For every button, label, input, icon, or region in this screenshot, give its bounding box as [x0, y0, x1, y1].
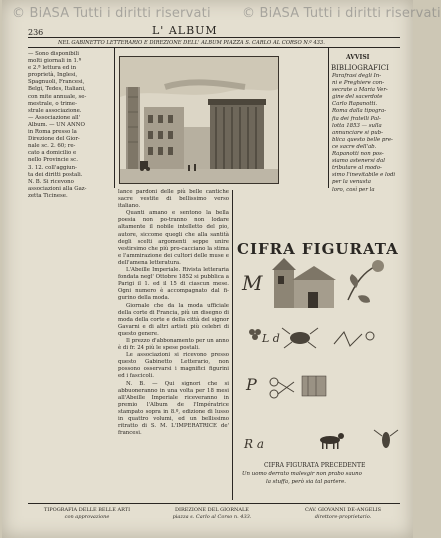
review-line: Parafrasi degli In-	[332, 73, 382, 79]
notice-line: — Associazione all'	[28, 114, 81, 121]
notice-line: associazioni alla Gaz-	[28, 185, 87, 192]
crab-icon	[282, 328, 318, 348]
notice-line: Spagnuoli, Francesi,	[28, 79, 85, 86]
street-scene-engraving	[119, 56, 279, 184]
header-rule-bottom	[28, 47, 400, 48]
rebus-puzzle	[238, 252, 402, 462]
left-column-notices	[28, 51, 112, 200]
notice-line: 3. 12. coll'aggiun-	[28, 164, 77, 171]
rebus-letter-row3: P	[246, 375, 257, 394]
notice-line: N. B. Si ricevono	[28, 178, 74, 185]
watermark-right: © BiASA Tutti i diritti riservati	[242, 6, 441, 21]
column-rule-right	[328, 48, 329, 188]
review-line: per la venusta	[332, 179, 371, 186]
footer-direction-address: piazza s. Carlo al Corso n. 433.	[172, 513, 252, 520]
review-line: siamo astenersi dal	[332, 158, 385, 165]
music-notes-icon	[334, 332, 362, 346]
notice-line: nale sc. 2. 60; re-	[28, 143, 76, 150]
article-paragraph: Il prezzo d'abbonamento per un anno è di fr. 24 più le spese postali.	[118, 337, 229, 352]
rebus-letter-row2: L d	[262, 332, 280, 345]
notice-line: zetta Ticinese.	[28, 192, 68, 199]
review-line: gine del sacerdote	[332, 94, 383, 101]
review-line: ce sacre dell'ab.	[332, 143, 377, 150]
previous-solution-line2: la stuffa, però sia tal partere.	[266, 479, 347, 485]
footer-printer-name: TIPOGRAFIA DELLE BELLE ARTI	[43, 507, 131, 513]
review-line: Roma dalla tipogra-	[332, 108, 387, 115]
notice-line: — Sono disponibili	[28, 51, 79, 57]
bibliografici-heading: BIBLIOGRAFICI	[331, 64, 389, 72]
footer-direction-title: DIREZIONE DEL GIORNALE	[175, 507, 249, 513]
review-line: tributare al modo-	[332, 165, 382, 172]
notice-line: strale associazione.	[28, 107, 82, 114]
review-line: simo l'inevitabile e lodi	[332, 172, 396, 179]
scissors-icon	[270, 378, 294, 398]
article-paragraph: Giornale che da la moda ufficiale della corte di Francia, più un disegno di moda della corte e della città del signor Gavarni e di altri artisti più celebri di questo genere.	[118, 302, 229, 337]
cifra-figurata-title: CIFRA FIGURATA	[237, 240, 399, 258]
right-column-review	[332, 73, 404, 194]
review-line: Carlo Rapanotti.	[332, 101, 378, 108]
watermark-left: © BiASA Tutti i diritti riservati	[12, 6, 211, 21]
article-paragraph: L'Abeille Imperiale. Rivista letteraria fondata negl' Ottobre 1852 si pubblica a Parigi il 1. ed il 15 di ciascun mese. Ogni numero è accompagnato dal fi-gurino della moda.	[118, 267, 229, 302]
column-rule-middle	[232, 190, 233, 500]
notice-line: cato a domicilio e	[28, 150, 77, 157]
insect-icon	[374, 430, 398, 448]
notice-line: Album. — UN ANNO	[28, 121, 85, 128]
notice-line: Direzione del Gior-	[28, 136, 80, 143]
newspaper-page	[2, 0, 441, 538]
notice-line: e 2.ª lettura ed in	[28, 65, 77, 72]
column-rule-left	[114, 48, 115, 188]
previous-puzzle-label: CIFRA FIGURATA PRECEDENTE	[264, 462, 366, 469]
review-line: fia dei fratelli Pal-	[332, 115, 381, 122]
rebus-letter-row1: M	[242, 271, 263, 295]
notice-line: mestrale, o trime-	[28, 100, 77, 107]
header-rule-top	[28, 37, 400, 38]
notice-line: proprietà, Inglesi,	[28, 72, 78, 79]
rebus-letter-row4: R a	[244, 437, 265, 451]
review-line: loro, così per la	[332, 186, 375, 193]
review-line: blica questo belle pre-	[332, 136, 393, 143]
footer-direction	[152, 507, 272, 520]
header-subtitle: NEL GABINETTO LETTERARIO E DIREZIONE DELL' ALBUM PIAZZA S. CARLO AL CORSO N.º 433.	[58, 40, 325, 46]
running-title: L' ALBUM	[152, 24, 218, 37]
notice-line: Belgi, Tedes, Italiani,	[28, 86, 86, 93]
avvisi-heading: AVVISI	[346, 54, 370, 61]
footer-editor	[286, 507, 400, 520]
notice-line: ta dei diritti postali.	[28, 171, 83, 178]
footer-printer-note: con approvazione	[64, 513, 110, 520]
review-line: secrate a Maria Ver-	[332, 87, 388, 94]
notice-line: nello Provincie sc.	[28, 157, 78, 164]
main-article	[118, 189, 229, 437]
dog-icon	[320, 433, 344, 449]
article-paragraph: lance pardoni delle più belle cantiche sacre vestite di bellissimo verso italiano.	[118, 189, 229, 210]
previous-solution-line1: Un uomo derrato malesgir non prabo sauno	[242, 471, 362, 477]
article-paragraph: Quanti amano e sentono la bella poesia non po-tranno non lodare altamente il nobile intelletto del pio, autore, siccome quegli che alla santità degli scelti argomenti seppe unire vestirsimo che più pro-cacciano la stima e l'ammirazione dei cultori delle muse e dell'amena letteratura.	[118, 210, 229, 266]
page-number: 236	[28, 28, 44, 37]
notice-line: molti giornali in 1.ª	[28, 58, 82, 65]
footer-editor-role: direttore-proprietario.	[314, 513, 372, 520]
footer-editor-name: CAV. GIOVANNI DE-ANGELIS	[304, 507, 382, 513]
footer-rule	[28, 503, 400, 504]
article-paragraph: Le associazioni si ricevono presso questo Gabinetto Letterario, non possono osservarsi i magnifici figurini ed i fascicoli.	[118, 352, 229, 380]
review-line: Rapanotti non pos-	[332, 151, 384, 158]
review-line: ni e Preghiere con-	[332, 80, 385, 87]
notice-line: con mite annuale, se-	[28, 93, 87, 100]
church-icon	[272, 258, 336, 308]
books-icon	[302, 376, 326, 396]
notice-line: in Roma presso la	[28, 129, 77, 136]
flower-icon	[372, 260, 384, 272]
review-line: lotta 1853 — sulla	[332, 122, 382, 129]
article-paragraph: N. B. — Qui signori che si abbuoneranno in una volta per 18 mesi all'Abeille Imperiale riceveranno in premio l'Album de l'Impératrice stampato sopra in 8.º, edizione di lusso in quattro volumi, ed un bellissimo ritratto di S. M. L'IMPERATRICE de' francesi.	[118, 380, 229, 437]
footer-printer	[32, 507, 142, 520]
review-line: annunciare si pub-	[332, 129, 383, 136]
grapes-icon	[249, 329, 261, 340]
